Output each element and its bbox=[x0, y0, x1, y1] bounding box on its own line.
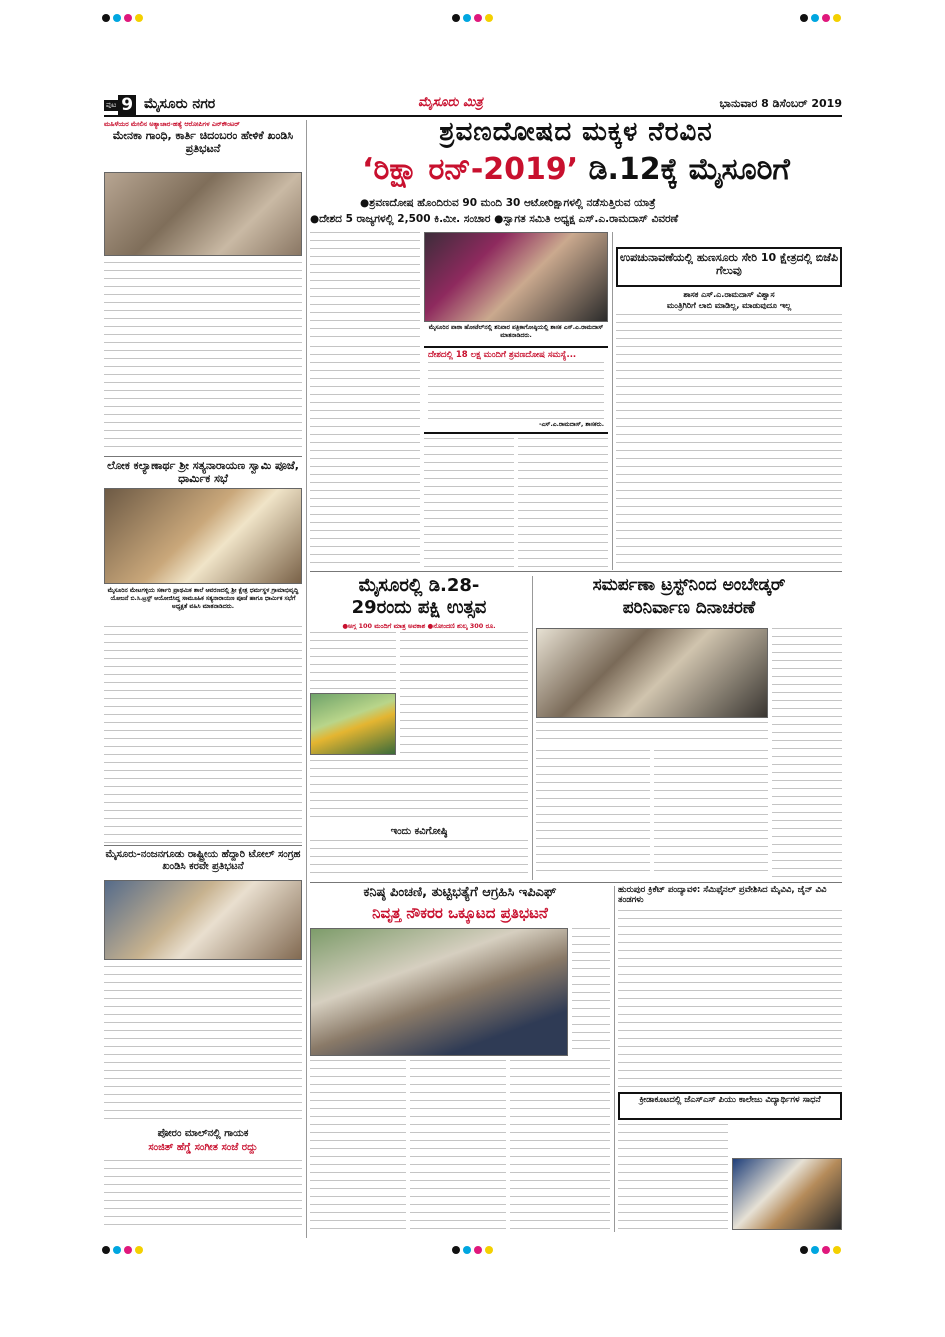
column-rule bbox=[614, 886, 615, 1232]
college-body bbox=[618, 1124, 728, 1230]
divider bbox=[310, 571, 842, 572]
column-rule bbox=[532, 576, 533, 880]
left-kicker-1: ಮಹಿಳೆಯರ ಮೇಲಿನ ಅತ್ಯಾಚಾರ-ಹತ್ಯೆ ಆರೋಪಿಗಳ ಎನ್‌ಕೌಂಟರ್ bbox=[104, 120, 240, 128]
pension-body-col3 bbox=[510, 1060, 610, 1230]
dateline: ಭಾನುವಾರ 8 ಡಿಸೆಂಬರ್ 2019 bbox=[719, 97, 842, 110]
lead-pullquote: ದೇಶದಲ್ಲಿ 18 ಲಕ್ಷ ಮಂದಿಗೆ ಶ್ರವಣದೋಷ ಸಮಸ್ಯೆ... bbox=[428, 350, 577, 360]
lead-headline-line1: ಶ್ರವಣದೋಷದ ಮಕ್ಕಳ ನೆರವಿನ bbox=[439, 117, 713, 147]
poetry-box-title: ಇಂದು ಕವಿಗೋಷ್ಠಿ bbox=[390, 826, 448, 837]
registration-marks-bottom-left bbox=[102, 1246, 143, 1254]
lead-press-meet-photo bbox=[424, 232, 608, 322]
masthead: ಮೈಸೂರು ಮಿತ್ರ bbox=[418, 95, 483, 110]
pension-headline-b: ನಿವೃತ್ತ ನೌಕರರ ಒಕ್ಕೂಟದ ಪ್ರತಿಭಟನೆ bbox=[372, 904, 548, 922]
cricket-body bbox=[618, 910, 842, 1088]
registration-marks-top-left bbox=[102, 14, 143, 22]
left-headline-1: ಮೇನಕಾ ಗಾಂಧಿ, ಕಾರ್ತಿ ಚಿದಂಬರಂ ಹೇಳಿಕೆ ಖಂಡಿಸಿ ಪ್ರತಿಭಟನೆ bbox=[112, 129, 294, 155]
lead-photo-caption: ಮೈಸೂರಿನ ಪಾಠಾ ಹೋಟೆಲ್‌ನಲ್ಲಿ ಶನಿವಾರ ಪತ್ರಿಕಾಗೋಷ್ಠಿಯಲ್ಲಿ ಶಾಸಕ ಎಸ್.ಎ.ರಾಮದಾಸ್ ಮಾತನಾಡಿದರು. bbox=[428, 324, 604, 339]
lead-headline-line2 bbox=[310, 152, 842, 187]
left-headline-3: ಮೈಸೂರು-ನಂಜನಗೂಡು ರಾಷ್ಟ್ರೀಯ ಹೆದ್ದಾರಿ ಟೋಲ್ ಸಂಗ್ರಹ ಖಂಡಿಸಿ ಕರವೇ ಪ್ರತಿಭಟನೆ bbox=[105, 849, 301, 872]
bird-body-col2 bbox=[400, 632, 528, 756]
column-rule bbox=[306, 120, 307, 1238]
column-rule bbox=[612, 232, 613, 570]
cricket-headline: ಹುರುಪುರ ಕ್ರಿಕೆಟ್ ಪಂದ್ಯಾವಳಿ: ಸೆಮಿಫೈನಲ್ ಪ್ರವೇಶಿಸಿದ ಮೈವಿವಿ, ಜೈನ್ ವಿವಿ ತಂಡಗಳು bbox=[618, 885, 827, 905]
left-headline-4a: ಪೋರಂ ಮಾಲ್‌ನಲ್ಲಿ ಗಾಯಕ bbox=[157, 1128, 249, 1139]
byelection-headline: ಉಪಚುನಾವಣೆಯಲ್ಲಿ ಹುಣಸೂರು ಸೇರಿ 10 ಕ್ಷೇತ್ರದಲ್ಲಿ ಬಿಜೆಪಿ ಗೆಲುವು bbox=[619, 251, 839, 277]
lead-body-col1-top bbox=[310, 232, 420, 342]
ambedkar-body-col1 bbox=[536, 750, 650, 878]
left-headline-4b: ಸಂಜಿತ್ ಹೆಗ್ಡೆ ಸಂಗೀತ ಸಂಜೆ ರದ್ದು bbox=[148, 1142, 258, 1153]
lead-body-col2 bbox=[424, 438, 514, 568]
byelection-sub: ಶಾಸಕ ಎಸ್.ಎ.ರಾಮದಾಸ್ ವಿಶ್ವಾಸ bbox=[683, 290, 775, 299]
lead-body-col3 bbox=[518, 438, 608, 568]
article-body-3 bbox=[104, 966, 302, 1124]
lead-body-col1 bbox=[310, 346, 420, 568]
page-number-badge: ಪುಟ 9 bbox=[104, 95, 136, 115]
college-headline-box bbox=[618, 1092, 842, 1120]
ambedkar-body-col2 bbox=[654, 750, 768, 878]
page-header bbox=[104, 95, 842, 117]
ambedkar-body-col3 bbox=[772, 628, 842, 878]
article-body-1 bbox=[104, 262, 302, 452]
pension-headline-a: ಕನಿಷ್ಠ ಪಿಂಚಣಿ, ತುಟ್ಟಿಭತ್ಯೆಗೆ ಆಗ್ರಹಿಸಿ ಇಪಿಎಫ್ bbox=[363, 885, 557, 900]
left-headline-2: ಲೋಕ ಕಲ್ಯಾಣಾರ್ಥ ಶ್ರೀ ಸತ್ಯನಾರಾಯಣ ಸ್ವಾಮಿ ಪೂಜೆ, ಧಾರ್ಮಿಕ ಸಭೆ bbox=[107, 459, 299, 485]
ambedkar-headline-a: ಸಮರ್ಪಣಾ ಟ್ರಸ್ಟ್‌ನಿಂದ ಅಂಬೇಡ್ಕರ್ bbox=[592, 575, 786, 595]
ambedkar-event-photo bbox=[536, 628, 768, 718]
bird-headline-a: ಮೈಸೂರಲ್ಲಿ ಡಿ.28- bbox=[358, 575, 480, 596]
lead-pullquote-box bbox=[424, 346, 608, 434]
article-body-2 bbox=[104, 626, 302, 844]
byelection-sub2: ಮಂತ್ರಿಗಿರಿಗೆ ಲಾಬಿ ಮಾಡಿಲ್ಲ, ಮಾಡುವುದೂ ಇಲ್ಲ bbox=[666, 301, 792, 310]
pension-body-col2 bbox=[410, 1060, 506, 1230]
toll-protest-photo bbox=[104, 880, 302, 960]
birds-photo bbox=[310, 693, 396, 755]
article-body-4 bbox=[104, 1160, 302, 1232]
puja-photo-caption: ಮೈಸೂರಿನ ಮೇಟಗಳ್ಳಿಯ ಸರ್ಕಾರಿ ಪ್ರಾಥಮಿಕ ಶಾಲೆ ಆವರಣದಲ್ಲಿ ಶ್ರೀ ಕ್ಷೇತ್ರ ಧರ್ಮಸ್ಥಳ ಗ್ರಾಮಾಭಿವೃದ್ಧಿ ಯೋಜನೆ ಬಿ.ಸಿ.ಟ್ರಸ್ಟ್ ಆಯೋಜಿಸಿದ್ದ ಸಾಮೂಹಿಕ ಸತ್ಯನಾರಾಯಣ ಪೂಜೆ ಹಾಗೂ ಧಾರ್ಮಿಕ ಸಭೆಗೆ ಅಧ್ಯಕ್ಷತೆ ವಹಿಸಿ ಮಾತನಾಡಿದರು. bbox=[107, 587, 299, 610]
bird-headline-b: 29ರಂದು ಪಕ್ಷಿ ಉತ್ಸವ bbox=[351, 597, 487, 618]
lead-subhead-2: ●ದೇಶದ 5 ರಾಜ್ಯಗಳಲ್ಲಿ 2,500 ಕಿ.ಮೀ. ಸಂಚಾರ ●ಸ್ವಾಗತ ಸಮಿತಿ ಅಧ್ಯಕ್ಷ ಎಸ್.ಎ.ರಾಮದಾಸ್ ವಿವರಣೆ bbox=[310, 213, 679, 225]
registration-marks-bottom-right bbox=[800, 1246, 841, 1254]
pullquote-attribution: -ಎಸ್.ಎ.ರಾಮದಾಸ್, ಶಾಸಕರು. bbox=[538, 421, 604, 428]
section-name: ಮೈಸೂರು ನಗರ bbox=[144, 96, 216, 112]
divider bbox=[104, 845, 302, 846]
registration-marks-bottom-center bbox=[452, 1246, 493, 1254]
college-team-photo bbox=[732, 1158, 842, 1230]
bird-body-bottom bbox=[310, 760, 528, 824]
pension-body-col1 bbox=[310, 1060, 406, 1230]
ambedkar-headline-b: ಪರಿನಿರ್ವಾಣ ದಿನಾಚರಣೆ bbox=[622, 598, 756, 618]
ambedkar-caption-lines bbox=[536, 722, 768, 746]
puja-photo bbox=[104, 488, 302, 584]
divider bbox=[310, 882, 842, 883]
divider bbox=[104, 456, 302, 457]
pension-protest-photo bbox=[310, 928, 568, 1056]
bird-body-top bbox=[310, 632, 396, 692]
bird-subhead: ●ಅಗ್ಗ 100 ಮಂದಿಗೆ ಮಾತ್ರ ಅವಕಾಶ ●ನೋಂದಣಿ ಶುಲ್ಕ 300 ರೂ. bbox=[342, 622, 496, 630]
lead-headline-rest: ಡಿ.12ಕ್ಕೆ ಮೈಸೂರಿಗೆ bbox=[588, 152, 790, 187]
byelection-body bbox=[616, 314, 842, 566]
lead-headline-quote: ‘ರಿಕ್ಷಾ ರನ್-2019’ bbox=[362, 152, 579, 187]
protest-photo-1 bbox=[104, 172, 302, 256]
registration-marks-top-center bbox=[452, 14, 493, 22]
registration-marks-top-right bbox=[800, 14, 841, 22]
poetry-body bbox=[310, 840, 528, 880]
pullquote-body bbox=[428, 362, 604, 420]
college-headline: ಕ್ರೀಡಾಕೂಟದಲ್ಲಿ ಜೆಎಸ್‌ಎಸ್ ಪಿಯು ಕಾಲೇಜು ವಿದ್ಯಾರ್ಥಿಗಳ ಸಾಧನೆ bbox=[639, 1095, 821, 1105]
lead-subhead-1: ●ಶ್ರವಣದೋಷ ಹೊಂದಿರುವ 90 ಮಂದಿ 30 ಆಟೋರಿಕ್ಷಾಗಳಲ್ಲಿ ನಡೆಸುತ್ತಿರುವ ಯಾತ್ರೆ bbox=[360, 197, 656, 209]
pension-photo-caption bbox=[572, 928, 610, 1056]
byelection-headline-box bbox=[616, 247, 842, 287]
